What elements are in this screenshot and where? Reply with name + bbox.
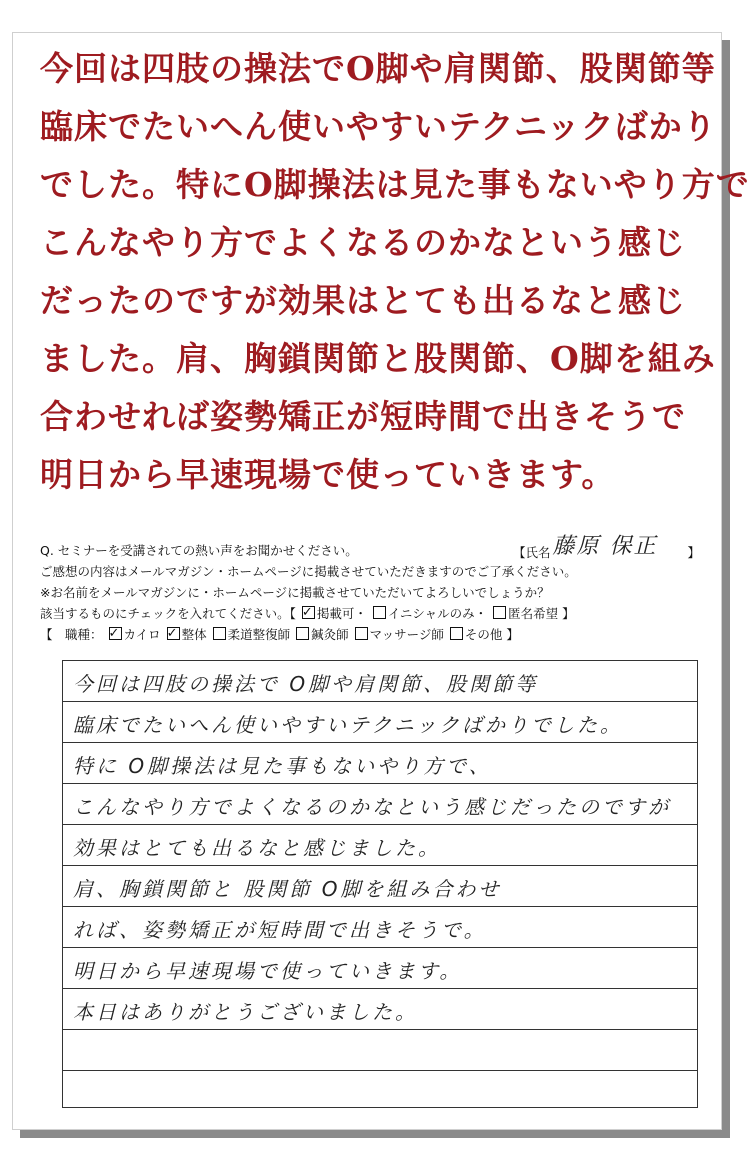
answer-row (63, 1030, 697, 1071)
handwritten-line: こんなやり方でよくなるのかなという感じだったのですが (73, 795, 671, 819)
testimonial-line: 合わせれば姿勢矯正が短時間で出きそうで (40, 397, 686, 436)
testimonial-line: こんなやり方でよくなるのかなという感じ (40, 223, 686, 262)
handwritten-line: 臨床でたいへん使いやすいテクニックばかりでした。 (73, 713, 623, 737)
check-suffix: 】 (562, 606, 575, 621)
answer-row (63, 784, 697, 825)
answer-row (63, 948, 697, 989)
name-close-bracket: 】 (687, 545, 700, 560)
testimonial-line: だったのですが効果はとても出るなと感じ (40, 281, 686, 320)
answer-row (63, 743, 697, 784)
checkbox-massage[interactable] (355, 627, 368, 640)
page-top-margin (0, 0, 720, 30)
testimonial-line: ました。肩、胸鎖関節と股関節、O脚を組み (40, 339, 716, 378)
handwritten-line: 明日から早速現場で使っていきます。 (73, 959, 463, 983)
permission-question: ※お名前をメールマガジンに・ホームページに掲載させていただいてよろしいでしょうか？ (40, 585, 550, 600)
handwritten-answer-box (62, 660, 698, 1108)
option-label: 掲載可・ (316, 606, 367, 621)
option-label: 匿名希望 (508, 606, 559, 621)
answer-row (63, 866, 697, 907)
consent-notice: ご感想の内容はメールマガジン・ホームページに掲載させていただきますのでご了承ください。 (40, 564, 577, 579)
checkbox-publish-ok[interactable] (302, 606, 315, 619)
option-label: マッサージ師 (369, 627, 444, 642)
checkbox-chiro[interactable] (109, 627, 122, 640)
handwritten-line: 効果はとても出るなと感じました。 (73, 836, 441, 860)
check-prefix: 該当するものにチェックを入れてください。【 (40, 606, 296, 621)
survey-form (40, 534, 700, 645)
checkbox-initials-only[interactable] (373, 606, 386, 619)
option-label: イニシャルのみ・ (387, 606, 488, 621)
occupation-prefix: 【 職種： (40, 627, 103, 642)
option-label: 鍼灸師 (311, 627, 349, 642)
checkbox-other[interactable] (450, 627, 463, 640)
question-text: Q. セミナーを受講されての熱い声をお聞かせください。 (40, 543, 358, 558)
option-label: その他 (464, 627, 503, 642)
handwritten-line: れば、姿勢矯正が短時間で出きそうで。 (73, 918, 487, 942)
option-label: 柔道整復師 (227, 627, 291, 642)
testimonial-line: でした。特にO脚操法は見た事もないやり方で (40, 165, 750, 204)
handwritten-line: 特に O脚操法は見た事もないやり方で、 (73, 754, 492, 778)
option-label: 整体 (181, 627, 207, 642)
answer-row (63, 825, 697, 866)
handwritten-line: 今回は四肢の操法で O脚や肩関節、股関節等 (73, 672, 539, 696)
occupation-row (40, 624, 700, 645)
handwritten-line: 本日はありがとうございました。 (73, 1000, 418, 1024)
option-label: カイロ (123, 627, 161, 642)
answer-row (63, 661, 697, 702)
testimonial-line: 明日から早速現場で使っていきます。 (40, 455, 616, 494)
checkbox-anonymous[interactable] (493, 606, 506, 619)
testimonial-line: 今回は四肢の操法でO脚や肩関節、股関節等 (40, 49, 716, 88)
checkbox-seitai[interactable] (167, 627, 180, 640)
occupation-suffix: 】 (506, 627, 519, 642)
checkbox-judo-therapist[interactable] (213, 627, 226, 640)
publication-check-row (40, 603, 700, 624)
checkbox-acupuncture[interactable] (296, 627, 309, 640)
handwritten-name: 藤原 保正 (552, 534, 658, 559)
name-field (512, 534, 700, 561)
answer-row (63, 702, 697, 743)
answer-row (63, 907, 697, 948)
testimonial-line: 臨床でたいへん使いやすいテクニックばかり (40, 107, 717, 146)
handwritten-line: 肩、胸鎖関節と 股関節 O脚を組み合わせ (73, 877, 502, 901)
typed-testimonial (40, 40, 750, 504)
name-label: 【氏名 (512, 545, 551, 560)
question-row (40, 534, 700, 561)
answer-row (63, 989, 697, 1030)
